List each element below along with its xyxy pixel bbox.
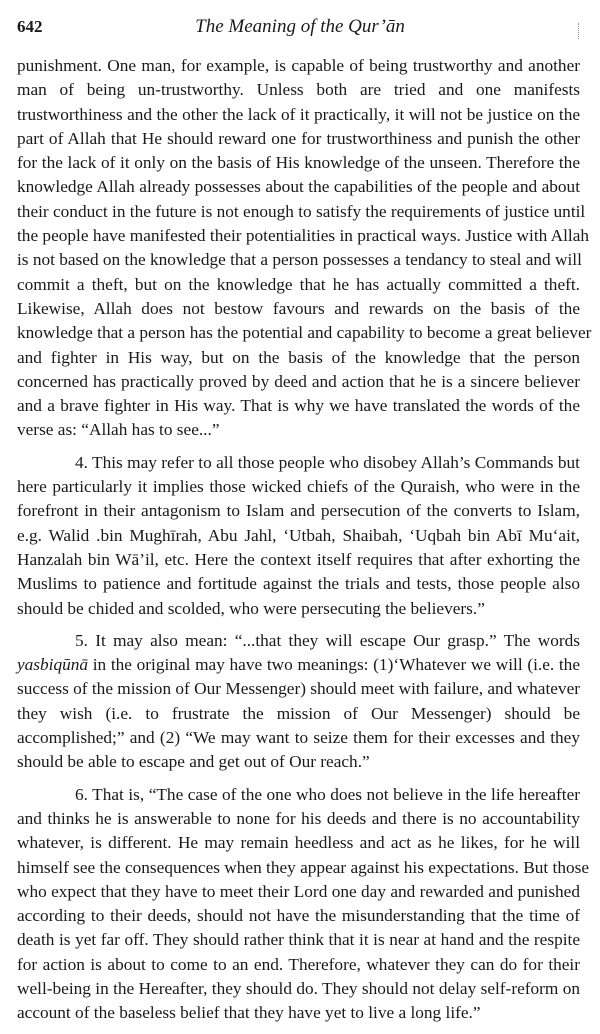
page-body (17, 54, 592, 1034)
paragraph (17, 54, 592, 443)
text-line: part of Allah that He should reward one for trustworthiness and punish the other (17, 128, 580, 148)
text-line: according to their deeds, should not have the misunderstanding that the time of (17, 906, 580, 926)
paragraph (17, 783, 590, 1026)
text-line: the people have manifested their potentialities in practical ways. Justice with Allah (17, 226, 590, 246)
text-line: verse as: “Allah has to see...” (17, 420, 220, 440)
text-line: for the lack of it only on the basis of His knowledge of the unseen. Therefore the (17, 153, 580, 173)
text-line: account of the baseless belief that they have yet to live a long life.” (17, 1003, 481, 1023)
text-line: Hanzalah bin Wā’il, etc. Here the context itself requires that after exhorting the (17, 549, 580, 569)
text-line: knowledge that a person has the potential and capability to become a great believer (17, 323, 592, 343)
text-line: concerned has practically proved by deed and action that he is a sincere believer (17, 371, 580, 391)
text-line: himself see the consequences when they appear against his expectations. But those (17, 857, 590, 877)
text-line: their conduct in the future is not enough to satisfy the requirements of justice until (17, 201, 586, 221)
text-line: and thinks he is answerable to none for his deeds and there is no accountability (17, 808, 580, 828)
text-line: 5. It may also mean: “...that they will escape Our grasp.” The words (75, 630, 580, 650)
text-line: commit a theft, but on the knowledge that he has actually committed a theft. (17, 274, 580, 294)
page-number: 642 (17, 17, 43, 36)
text-line: for action is about to come to an end. Therefore, whatever they can do for their (17, 954, 580, 974)
line-text: in the original may have two meanings: (1)‘Whatever we will (i.e. the (88, 655, 580, 675)
text-line (17, 653, 580, 677)
text-line: 6. That is, “The case of the one who does not believe in the life hereafter (75, 784, 580, 804)
text-line: Muslims to patience and fortitude against the trials and tests, those people also (17, 574, 580, 594)
text-line: and fighter in His way, but on the basis of the knowledge that the person (17, 347, 580, 367)
running-title: The Meaning of the Qur’ān (195, 16, 405, 37)
transliterated-term: yasbiqūnā (17, 655, 89, 675)
text-line: e.g. Walid .bin Mughīrah, Abu Jahl, ‘Utbah, Shaibah, ‘Uqbah bin Abī Mu‘ait, (17, 525, 580, 545)
text-line: and a brave fighter in His way. That is why we have translated the words of the (17, 396, 580, 416)
text-line: trustworthiness and the other the lack of it practically, it will not be justice on the (17, 104, 580, 124)
text-line: 4. This may refer to all those people who disobey Allah’s Commands but (75, 452, 580, 472)
paragraph (17, 451, 580, 621)
text-line: here particularly it implies those wicked chiefs of the Quraish, who were in the (17, 477, 580, 497)
text-line: death is yet far off. They should rather think that it is near at hand and the respite (17, 930, 580, 950)
text-line: man of being un-trustworthy. Unless both are tried and one manifests (17, 80, 580, 100)
scan-specks (578, 23, 581, 39)
paragraph (17, 629, 580, 775)
text-line: should be able to escape and get out of Our reach.” (17, 752, 370, 772)
text-line: should be chided and scolded, who were persecuting the believers.” (17, 598, 485, 618)
text-line: forefront in their antagonism to Islam and persecution of the converts to Islam, (17, 501, 580, 521)
page-header (0, 17, 600, 43)
text-line: punishment. One man, for example, is capable of being trustworthy and another (17, 56, 580, 75)
text-line: who expect that they have to meet their Lord one day and rewarded and punished (17, 881, 580, 901)
text-line: Likewise, Allah does not bestow favours and rewards on the basis of the (17, 298, 580, 318)
text-line: knowledge Allah already possesses about the capabilities of the people and about (17, 177, 580, 197)
text-line: accomplished;” and (2) “We may want to seize them for their excesses and they (17, 728, 580, 748)
text-line: success of the mission of Our Messenger) should meet with failure, and whatever (17, 679, 580, 699)
text-line: they wish (i.e. to frustrate the mission of Our Messenger) should be (17, 703, 580, 723)
text-line: is not based on the knowledge that a person possesses a tendancy to steal and will (17, 250, 582, 270)
text-line: whatever, is different. He may remain heedless and act as he likes, for he will (17, 833, 580, 853)
text-line: well-being in the Hereafter, they should do. They should not delay self-reform on (17, 978, 580, 998)
